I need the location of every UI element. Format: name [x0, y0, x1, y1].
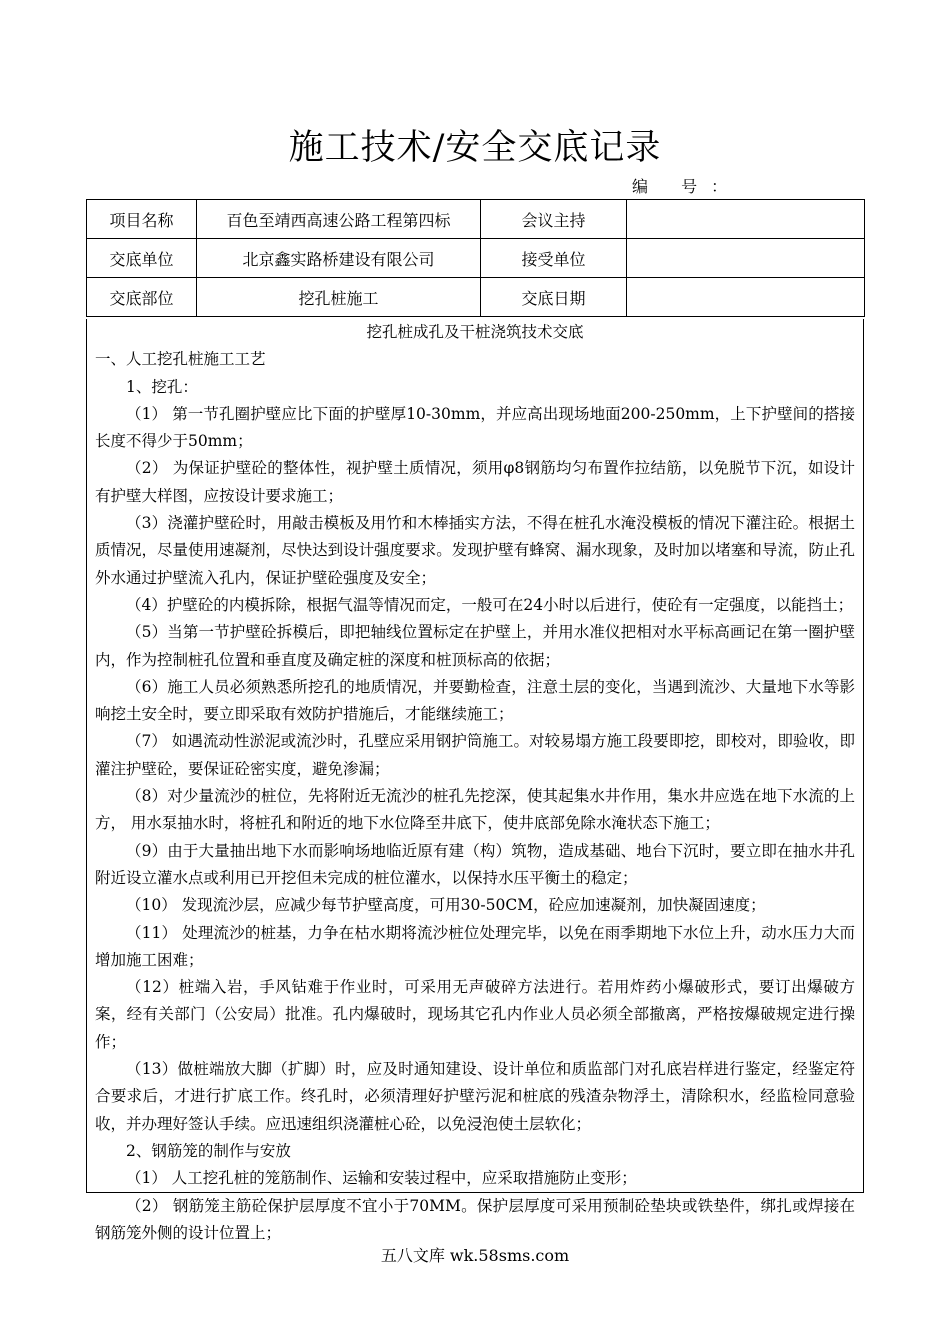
list-item: （9）由于大量抽出地下水而影响场地临近原有建（构）筑物，造成基础、地台下沉时，要立即在抽水井孔附近设立灌水点或利用已开挖但未完成的桩位灌水，以保持水压平衡土的稳定； [95, 841, 855, 887]
receiving-unit-label: 接受单位 [481, 239, 627, 278]
document-number-label: 编 号： [632, 177, 742, 196]
list-item: （2） 钢筋笼主筋砼保护层厚度不宜小于70MM。保护层厚度可采用预制砼垫块或铁垫件，绑扎或焊接在钢筋笼外侧的设计位置上； [95, 1196, 855, 1242]
document-title: 施工技术/安全交底记录 [288, 128, 662, 168]
list-item: （10） 发现流沙层，应减少每节护壁高度，可用30-50CM，砼应加速凝剂，加快凝固速度； [126, 896, 766, 915]
content-box [86, 319, 864, 1242]
briefing-date-label: 交底日期 [481, 278, 627, 317]
meeting-host-label: 会议主持 [481, 200, 627, 239]
project-name-value: 百色至靖西高速公路工程第四标 [197, 200, 481, 239]
receiving-unit-value [627, 239, 865, 278]
list-item: （8）对少量流沙的桩位，先将附近无流沙的桩孔先挖深，使其起集水井作用，集水井应选在地下水流的上方， 用水泵抽水时，将桩孔和附近的地下水位降至井底下，使井底部免除水淹状态下施工； [95, 787, 855, 833]
header-table [86, 199, 865, 317]
list-item: （13）做桩端放大脚（扩脚）时，应及时通知建设、设计单位和质监部门对孔底岩样进行鉴定，经鉴定符合要求后，才进行扩底工作。终孔时，必须清理好护壁污泥和桩底的残渣杂物浮土，清除积水，经监检同意验收，并办理好签认手续。应迅速组织浇灌桩心砼，以免浸泡使土层软化； [95, 1060, 855, 1133]
issuing-unit-label: 交底单位 [87, 239, 197, 278]
content-text [87, 319, 863, 1247]
list-item: （11） 处理流沙的桩基，力争在枯水期将流沙桩位处理完毕，以免在雨季期地下水位上升，动水压力大而增加施工困难； [95, 923, 855, 969]
briefing-part-label: 交底部位 [87, 278, 197, 317]
list-item: （4）护壁砼的内模拆除，根据气温等情况而定，一般可在24小时以后进行，使砼有一定强度，以能挡土； [126, 595, 854, 614]
list-item: （1） 人工挖孔桩的笼筋制作、运输和安装过程中，应采取措施防止变形； [126, 1169, 637, 1188]
list-item: （3）浇灌护壁砼时，用敲击模板及用竹和木棒插实方法，不得在桩孔水淹没模板的情况下灌注砼。根据土质情况，尽量使用速凝剂，尽快达到设计强度要求。发现护壁有蜂窝、漏水现象，及时加以堵塞和导流，防止孔外水通过护壁流入孔内，保证护壁砼强度及安全； [95, 514, 855, 587]
list-item: （5）当第一节护壁砼拆模后，即把轴线位置标定在护壁上，并用水准仪把相对水平标高画记在第一圈护壁内，作为控制桩孔位置和垂直度及确定桩的深度和桩顶标高的依据； [95, 623, 855, 669]
content-heading: 挖孔桩成孔及干桩浇筑技术交底 [366, 323, 584, 341]
meeting-host-value [627, 200, 865, 239]
table-row [87, 200, 865, 239]
list-item: （12）桩端入岩，手风钻难于作业时，可采用无声破碎方法进行。若用炸药小爆破形式，要订出爆破方案，经有关部门（公安局）批准。孔内爆破时，现场其它孔内作业人员必须全部撤离，严格按爆破规定进行操作； [95, 978, 855, 1051]
table-row [87, 278, 865, 317]
issuing-unit-value: 北京鑫实路桥建设有限公司 [197, 239, 481, 278]
list-item: （1） 第一节孔圈护壁应比下面的护壁厚10-30mm，并应高出现场地面200-250mm，上下护壁间的搭接长度不得少于50mm； [95, 404, 855, 451]
list-item: （6）施工人员必须熟悉所挖孔的地质情况，并要勤检查，注意土层的变化，当遇到流沙、大量地下水等影响挖土安全时，要立即采取有效防护措施后，才能继续施工； [95, 677, 855, 724]
list-item: （7） 如遇流动性淤泥或流沙时，孔壁应采用钢护筒施工。对较易塌方施工段要即挖，即校对，即验收，即灌注护壁砼，要保证砼密实度，避免渗漏； [95, 732, 855, 778]
subsection-heading: 1、挖孔： [126, 377, 198, 396]
footer-watermark-text: 五八文库 wk.58sms.com [380, 1246, 570, 1265]
project-name-label: 项目名称 [87, 200, 197, 239]
list-item: （2） 为保证护壁砼的整体性，视护壁土质情况，须用φ8钢筋均匀布置作拉结筋，以免脱节下沉，如设计有护壁大样图，应按设计要求施工； [95, 459, 855, 505]
table-row [87, 239, 865, 278]
briefing-date-value [627, 278, 865, 317]
section-heading: 一、人工挖孔桩施工工艺 [95, 350, 266, 369]
subsection-heading: 2、钢筋笼的制作与安放 [126, 1141, 291, 1160]
briefing-part-value: 挖孔桩施工 [197, 278, 481, 317]
